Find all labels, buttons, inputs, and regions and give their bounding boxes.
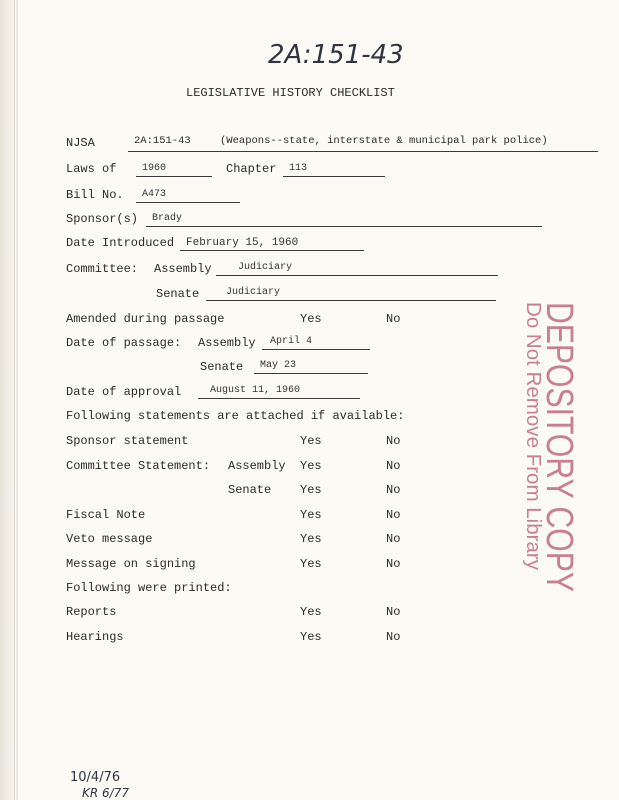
- committee-assembly-label: Assembly: [154, 262, 212, 276]
- passage-label: Date of passage:: [66, 336, 182, 350]
- veto-message-no: No: [386, 532, 401, 546]
- laws-label: Laws of: [66, 162, 117, 176]
- committee-statement-label: Committee Statement:: [66, 459, 211, 473]
- amended-label: Amended during passage: [66, 312, 225, 326]
- handwritten-date: 10/4/76: [70, 770, 121, 785]
- amended-yes: Yes: [300, 312, 322, 326]
- reports-label: Reports: [66, 605, 117, 619]
- passage-assembly-value: April 4: [262, 336, 370, 350]
- chapter-label: Chapter: [226, 162, 277, 176]
- message-signing-yes: Yes: [300, 557, 322, 571]
- amended-no: No: [386, 312, 401, 326]
- veto-message-yes: Yes: [300, 532, 322, 546]
- fiscal-note-yes: Yes: [300, 508, 322, 522]
- approval-label: Date of approval: [66, 385, 182, 399]
- hearings-label: Hearings: [66, 630, 124, 644]
- stamp-line2: Do Not Remove From Library: [522, 302, 544, 564]
- sponsor-statement-label: Sponsor statement: [66, 434, 189, 448]
- njsa-description: (Weapons--state, interstate & municipal park police): [220, 135, 548, 147]
- njsa-value: 2A:151-43: [134, 135, 191, 147]
- page-edge-line: [16, 0, 18, 800]
- depository-copy-stamp: [503, 298, 593, 668]
- stamp-line1: DEPOSITORY COPY: [538, 302, 580, 668]
- chapter-value: 113: [283, 163, 385, 177]
- hearings-yes: Yes: [300, 630, 322, 644]
- committee-senate-label: Senate: [156, 287, 200, 301]
- bill-label: Bill No.: [66, 188, 124, 202]
- reports-no: No: [386, 605, 401, 619]
- committee-label: Committee:: [66, 262, 139, 276]
- committee-statement-senate-label: Senate: [228, 483, 272, 497]
- passage-senate-value: May 23: [254, 360, 368, 374]
- njsa-underline: [128, 151, 598, 152]
- committee-senate-value: Judiciary: [206, 287, 496, 301]
- committee-statement-senate-no: No: [386, 483, 401, 497]
- committee-statement-assembly-yes: Yes: [300, 459, 322, 473]
- sponsor-statement-yes: Yes: [300, 434, 322, 448]
- committee-statement-assembly-no: No: [386, 459, 401, 473]
- committee-statement-assembly-label: Assembly: [228, 459, 286, 473]
- statements-header: Following statements are attached if available:: [66, 409, 405, 423]
- message-signing-no: No: [386, 557, 401, 571]
- passage-assembly-label: Assembly: [198, 336, 256, 350]
- handwritten-reference: 2A:151-43: [268, 40, 404, 70]
- committee-statement-senate-yes: Yes: [300, 483, 322, 497]
- passage-senate-label: Senate: [200, 360, 244, 374]
- hearings-no: No: [386, 630, 401, 644]
- approval-value: August 11, 1960: [198, 385, 360, 399]
- njsa-label: NJSA: [66, 136, 95, 150]
- date-introduced-label: Date Introduced: [66, 236, 175, 250]
- date-introduced-value: February 15, 1960: [180, 237, 364, 251]
- fiscal-note-label: Fiscal Note: [66, 508, 146, 522]
- reports-yes: Yes: [300, 605, 322, 619]
- veto-message-label: Veto message: [66, 532, 153, 546]
- sponsor-value: Brady: [146, 213, 542, 227]
- laws-year: 1960: [136, 163, 212, 177]
- sponsor-label: Sponsor(s): [66, 212, 139, 226]
- page-title: LEGISLATIVE HISTORY CHECKLIST: [186, 86, 395, 100]
- message-signing-label: Message on signing: [66, 557, 196, 571]
- bill-value: A473: [136, 189, 240, 203]
- printed-header: Following were printed:: [66, 581, 232, 595]
- fiscal-note-no: No: [386, 508, 401, 522]
- sponsor-statement-no: No: [386, 434, 401, 448]
- stamp-graphic: [503, 298, 593, 668]
- page-edge: [0, 0, 15, 800]
- committee-assembly-value: Judiciary: [216, 262, 498, 276]
- handwritten-initials: KR 6/77: [82, 786, 129, 800]
